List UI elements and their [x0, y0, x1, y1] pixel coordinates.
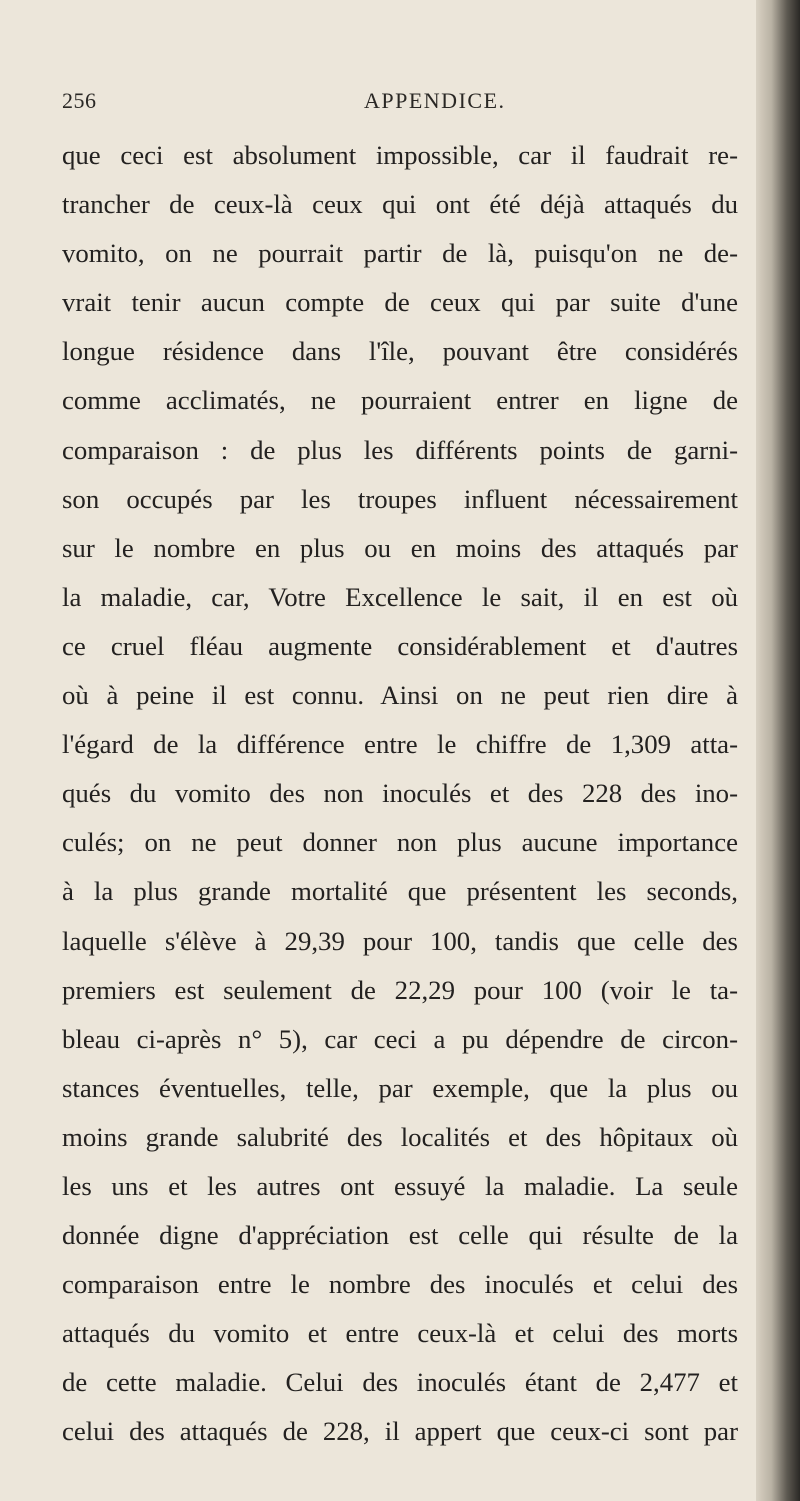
text-line: où à peine il est connu. Ainsi on ne peut rien dire à	[62, 680, 738, 711]
text-line: donnée digne d'appréciation est celle qui résulte de la	[62, 1220, 738, 1251]
running-head: APPENDICE.	[364, 88, 506, 113]
text-line: bleau ci-après n° 5), car ceci a pu dépendre de circon-	[62, 1023, 738, 1054]
text-line: trancher de ceux-là ceux qui ont été déjà attaqués du	[62, 189, 738, 220]
text-line: les uns et les autres ont essuyé la maladie. La seule	[62, 1170, 738, 1201]
page-number: 256	[62, 88, 97, 113]
text-line: stances éventuelles, telle, par exemple, que la plus ou	[62, 1072, 738, 1103]
text-line: longue résidence dans l'île, pouvant être considérés	[62, 336, 738, 367]
text-line: qués du vomito des non inoculés et des 228 des ino-	[62, 778, 738, 809]
text-line: vrait tenir aucun compte de ceux qui par suite d'une	[62, 287, 738, 318]
text-line: sur le nombre en plus ou en moins des attaqués par	[62, 532, 738, 563]
text-line: de cette maladie. Celui des inoculés étant de 2,477 et	[62, 1367, 738, 1398]
body-text	[62, 135, 738, 1461]
page-header	[62, 88, 752, 118]
text-line: comparaison : de plus les différents points de garni-	[62, 434, 738, 465]
text-line: vomito, on ne pourrait partir de là, puisqu'on ne de-	[62, 238, 738, 269]
text-line: que ceci est absolument impossible, car il faudrait re-	[62, 140, 738, 170]
text-line: comme acclimatés, ne pourraient entrer en ligne de	[62, 385, 738, 416]
text-line: attaqués du vomito et entre ceux-là et celui des morts	[62, 1318, 738, 1349]
text-line: à la plus grande mortalité que présentent les seconds,	[62, 876, 738, 907]
text-line: premiers est seulement de 22,29 pour 100 (voir le ta-	[62, 974, 738, 1005]
text-line: laquelle s'élève à 29,39 pour 100, tandis que celle des	[62, 925, 738, 956]
text-line: moins grande salubrité des localités et des hôpitaux où	[62, 1121, 738, 1152]
book-spine	[756, 0, 800, 1501]
text-line: ce cruel fléau augmente considérablement et d'autres	[62, 630, 738, 661]
text-line: comparaison entre le nombre des inoculés et celui des	[62, 1269, 738, 1300]
text-line: la maladie, car, Votre Excellence le sait, il en est où	[62, 581, 738, 612]
text-line: l'égard de la différence entre le chiffre de 1,309 atta-	[62, 729, 738, 760]
text-line: culés; on ne peut donner non plus aucune importance	[62, 827, 738, 858]
text-line: son occupés par les troupes influent nécessairement	[62, 483, 738, 514]
text-line: celui des attaqués de 228, il appert que ceux-ci sont par	[62, 1416, 738, 1447]
